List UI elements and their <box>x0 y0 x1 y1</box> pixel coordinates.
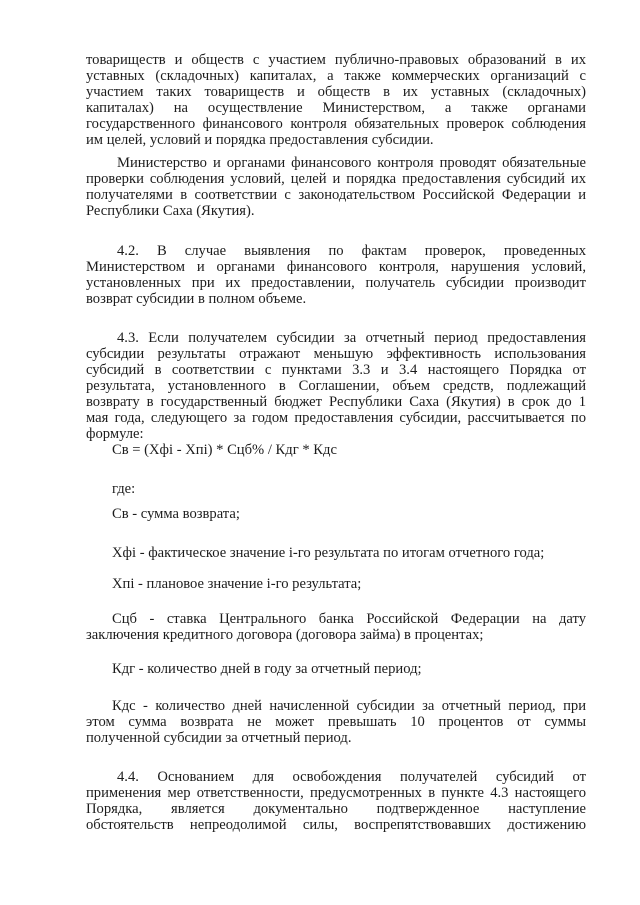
text-line: Министерство и органами финансового контроля проводят обязательные <box>117 155 586 171</box>
text-line: установленных при их предоставлении, получатель субсидии производит <box>86 275 586 291</box>
text-line: мая года, следующего за годом предоставления субсидии, рассчитывается по <box>86 410 586 426</box>
text-line: заключения кредитного договора (договора займа) в процентах; <box>86 627 484 643</box>
text-line: полученной субсидии за отчетный период. <box>86 730 352 746</box>
text-line: применения мер ответственности, предусмотренных в пункте 4.3 настоящего <box>86 785 586 801</box>
text-line: проверки соблюдения условий, целей и порядка предоставления субсидий их <box>86 171 586 187</box>
text-line: получателями в соответствии с законодательством Российской Федерации и <box>86 187 586 203</box>
definition-kds: Кдс - количество дней начисленной субсидии за отчетный период, при <box>112 698 586 714</box>
where-label: где: <box>112 481 136 497</box>
definition-xf: Хфi - фактическое значение i-го результата по итогам отчетного года; <box>112 545 545 561</box>
clause-4-2-heading-line: 4.2. В случае выявления по фактам проверок, проведенных <box>117 243 586 259</box>
text-line: обстоятельств непреодолимой силы, воспрепятствовавших достижению <box>86 817 586 833</box>
text-line: результата, установленного в Соглашении, объем средств, подлежащий <box>86 378 586 394</box>
text-line: уставных (складочных) капиталах, а также коммерческих организаций с <box>86 68 586 84</box>
definition-sv: Св - сумма возврата; <box>112 506 240 522</box>
text-line: возврату в государственный бюджет Республики Саха (Якутия) в срок до 1 <box>86 394 586 410</box>
text-line: субсидий в соответствии с пунктами 3.3 и 3.4 настоящего Порядка от <box>86 362 586 378</box>
text-line: им целей, условий и порядка предоставления субсидии. <box>86 132 434 148</box>
text-line: возврат субсидии в полном объеме. <box>86 291 307 307</box>
clause-4-4-heading-line: 4.4. Основанием для освобождения получателей субсидий от <box>117 769 586 785</box>
definition-xp: Хпi - плановое значение i-го результата; <box>112 576 362 592</box>
text-line: участием таких товариществ и обществ в их уставных (складочных) <box>86 84 586 100</box>
refund-formula: Св = (Хфi - Хпi) * Сцб% / Кдг * Кдс <box>112 442 337 458</box>
text-line: Министерством и органами финансового контроля, нарушения условий, <box>86 259 586 275</box>
text-line: формуле: <box>86 426 144 442</box>
definition-kdg: Кдг - количество дней в году за отчетный период; <box>112 661 422 677</box>
text-line: Республики Саха (Якутия). <box>86 203 255 219</box>
text-line: субсидии результаты отражают меньшую эффективность использования <box>86 346 586 362</box>
clause-4-3-heading-line: 4.3. Если получателем субсидии за отчетный период предоставления <box>117 330 586 346</box>
text-line: этом сумма возврата не может превышать 10 процентов от суммы <box>86 714 586 730</box>
text-line: товариществ и обществ с участием публично-правовых образований в их <box>86 52 586 68</box>
text-line: капиталах) на осуществление Министерством, а также органами <box>86 100 586 116</box>
text-line: государственного финансового контроля обязательных проверок соблюдения <box>86 116 586 132</box>
text-line: Порядка, является документально подтвержденное наступление <box>86 801 586 817</box>
definition-scb: Сцб - ставка Центрального банка Российской Федерации на дату <box>112 611 586 627</box>
